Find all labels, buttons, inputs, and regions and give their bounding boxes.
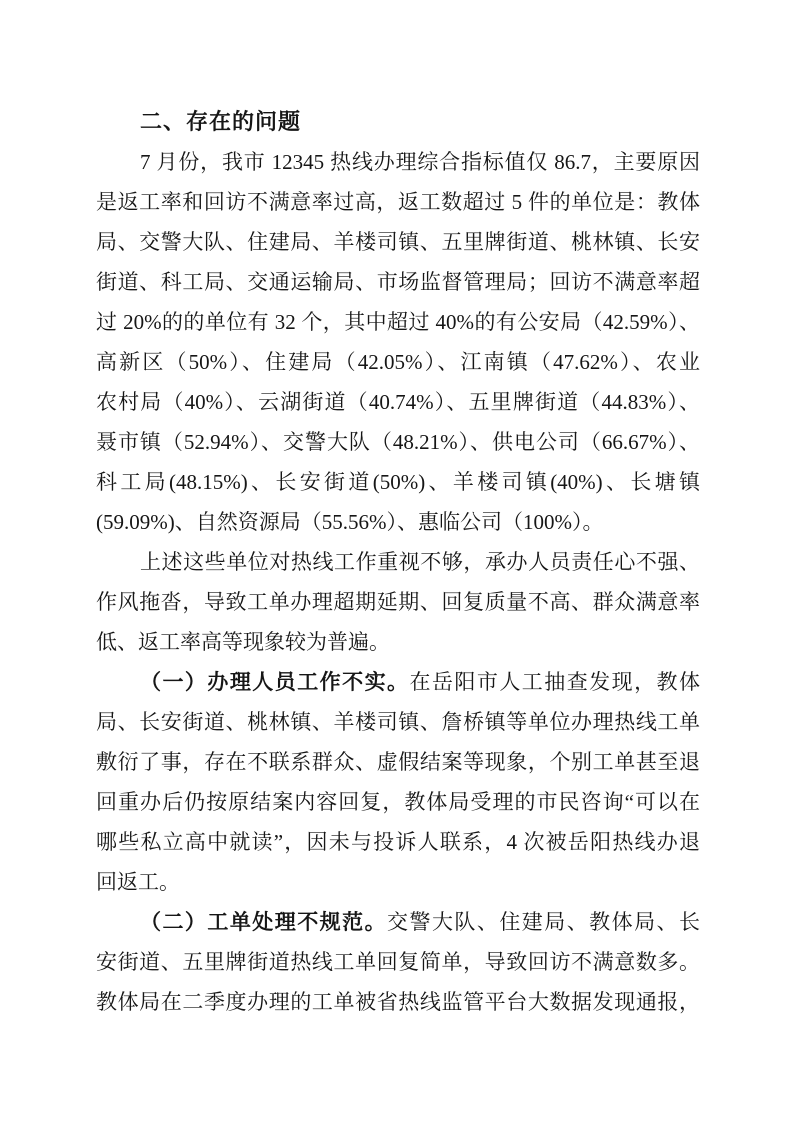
text-line: 局、交警大队、住建局、羊楼司镇、五里牌街道、桃林镇、长安 xyxy=(96,230,700,254)
text-line: 回重办后仍按原结案内容回复，教体局受理的市民咨询“可以在 xyxy=(96,790,700,814)
text-line: 是返工率和回访不满意率过高，返工数超过 5 件的单位是：教体 xyxy=(96,190,700,214)
text-line: 安街道、五里牌街道热线工单回复简单，导致回访不满意数多。 xyxy=(96,950,700,974)
text-line: 科工局(48.15%)、长安街道(50%)、羊楼司镇(40%)、长塘镇 xyxy=(96,470,700,494)
text-line: 哪些私立高中就读”，因未与投诉人联系，4 次被岳阳热线办退 xyxy=(96,830,700,854)
text-line: 作风拖沓，导致工单办理超期延期、回复质量不高、群众满意率 xyxy=(96,590,700,614)
subsection-heading-2: （二）工单处理不规范。 xyxy=(140,910,388,934)
text-line: 街道、科工局、交通运输局、市场监督管理局；回访不满意率超 xyxy=(96,270,700,294)
text-line: 敷衍了事，存在不联系群众、虚假结案等现象，个别工单甚至退 xyxy=(96,750,700,774)
text-line: 农村局（40%）、云湖街道（40.74%）、五里牌街道（44.83%）、 xyxy=(96,390,700,414)
text-line: 过 20%的的单位有 32 个，其中超过 40%的有公安局（42.59%）、 xyxy=(96,310,700,334)
section-heading-text: 二、存在的问题 xyxy=(140,109,302,134)
text-line: （一）办理人员工作不实。在岳阳市人工抽查发现，教体 xyxy=(140,670,700,694)
subsection-heading-1: （一）办理人员工作不实。 xyxy=(140,670,410,694)
text-line: 聂市镇（52.94%）、交警大队（48.21%）、供电公司（66.67%）、 xyxy=(96,430,700,454)
text-line: 低、返工率高等现象较为普遍。 xyxy=(96,630,390,654)
text-line: 7 月份，我市 12345 热线办理综合指标值仅 86.7，主要原因 xyxy=(140,150,700,174)
text-line: （二）工单处理不规范。交警大队、住建局、教体局、长 xyxy=(140,910,700,934)
text-line: (59.09%)、自然资源局（55.56%）、惠临公司（100%）。 xyxy=(96,510,604,534)
text-line: 教体局在二季度办理的工单被省热线监管平台大数据发现通报， xyxy=(96,990,700,1014)
document-text-column xyxy=(96,102,700,1022)
text-line: 上述这些单位对热线工作重视不够，承办人员责任心不强、 xyxy=(140,550,700,574)
text-line: 局、长安街道、桃林镇、羊楼司镇、詹桥镇等单位办理热线工单 xyxy=(96,710,700,734)
text-line: 回返工。 xyxy=(96,870,180,894)
section-heading xyxy=(96,102,700,142)
text-line: 高新区（50%）、住建局（42.05%）、江南镇（47.62%）、农业 xyxy=(96,350,700,374)
